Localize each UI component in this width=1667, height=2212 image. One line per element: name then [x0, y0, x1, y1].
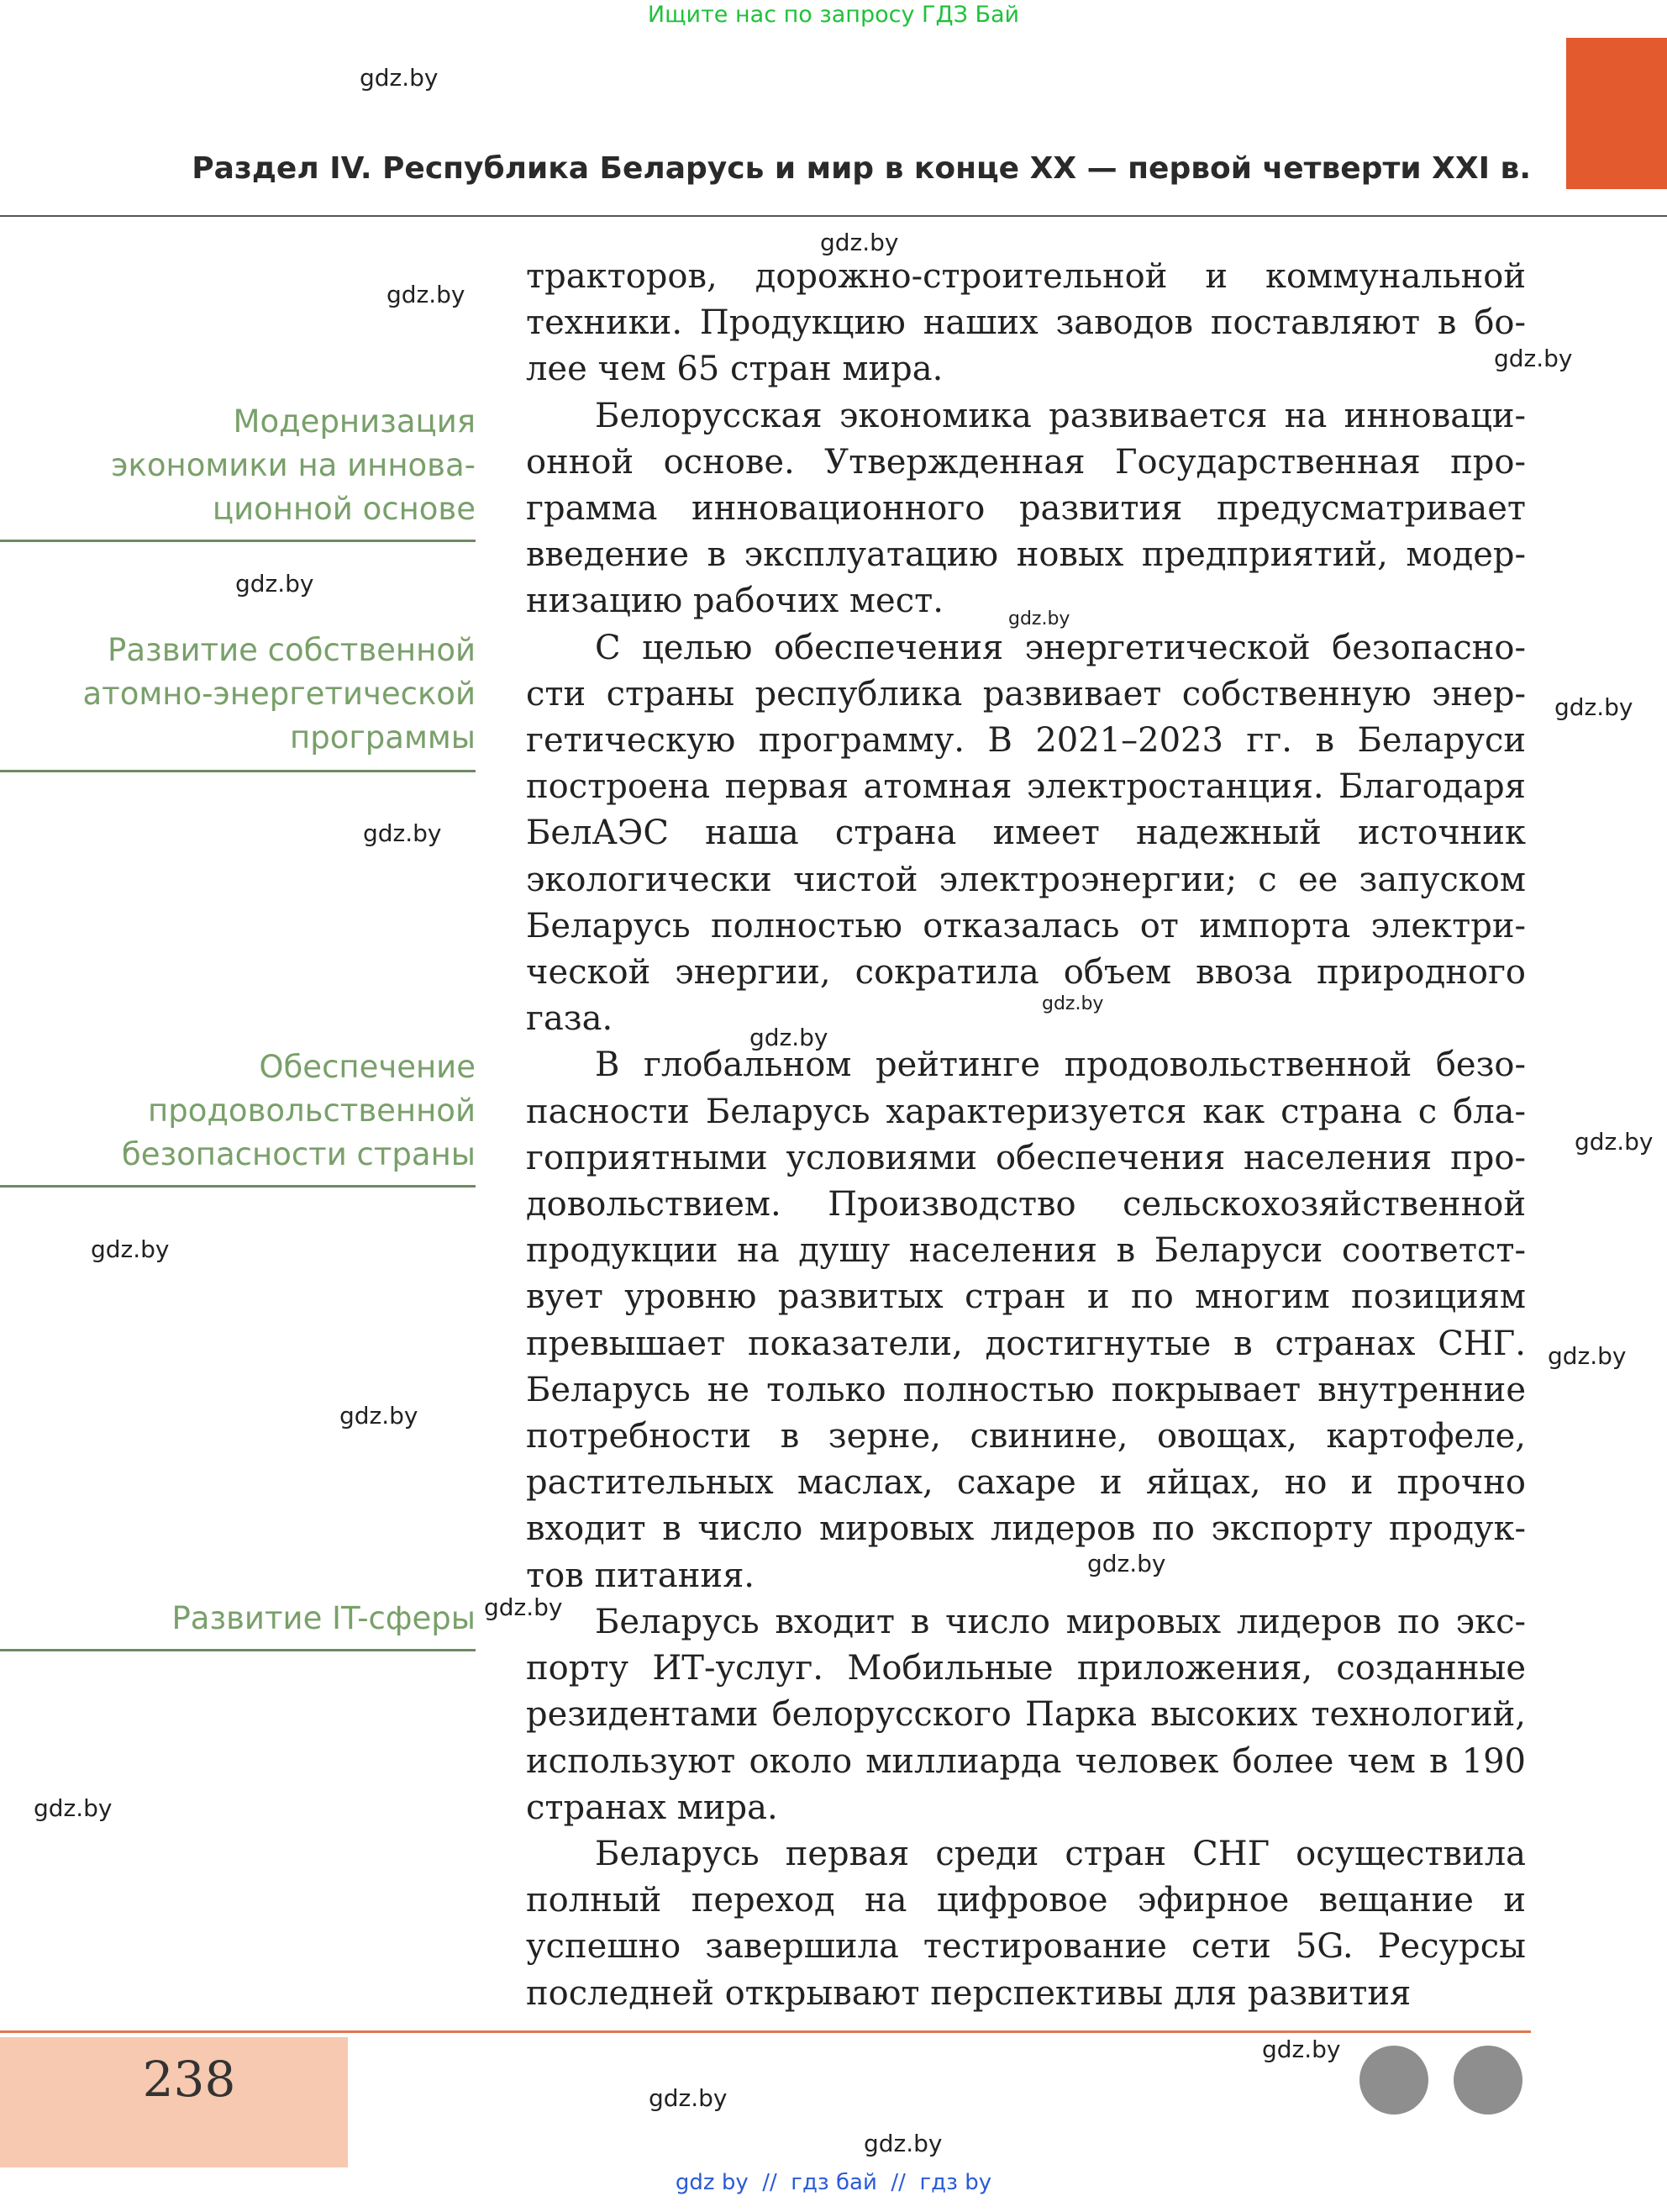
watermark: gdz.by	[1548, 1342, 1627, 1370]
footer-links[interactable]: gdz by // гдз бай // гдз by	[675, 2170, 992, 2195]
watermark: gdz.by	[1554, 693, 1633, 721]
watermark: gdz.by	[360, 64, 439, 92]
watermark: gdz.by	[820, 229, 899, 256]
decorative-dot	[1454, 2046, 1522, 2115]
watermark: gdz.by	[749, 1024, 828, 1051]
watermark: gdz.by	[484, 1593, 563, 1621]
watermark: gdz.by	[1008, 608, 1070, 629]
paragraph: Беларусь входит в число мировых лидеров по экспорту ИТ-услуг. Мобильные приложения, созданные резидентами белорусского Парка высоких технологий, используют около миллиарда человек более чем в 190 странах мира.	[526, 1602, 1526, 1827]
sidebar-heading-it-sphere: Развитие IT-сферы	[171, 1600, 476, 1636]
watermark: gdz.by	[1087, 1550, 1166, 1577]
page-number: 238	[142, 2051, 236, 2108]
watermark: gdz.by	[34, 1794, 113, 1822]
watermark: gdz.by	[387, 281, 465, 308]
sidebar-divider	[0, 1185, 476, 1188]
paragraph: В глобальном рейтинге продовольственной безопасности Беларусь характеризуется как страна с благоприятными условиями обеспечения населения продовольствием. Производство сельскохозяйственной продукции на душу населения в Беларуси соответствует уровню развитых стран и по многим позициям превышает показатели, достигнутые в странах СНГ. Беларусь не только полностью покрывает внутренние потребности в зерне, свинине, овощах, картофеле, растительных маслах, сахаре и яйцах, но и прочно входит в число мировых лидеров по экспорту продуктов питания.	[526, 1045, 1526, 1595]
watermark: gdz.by	[91, 1235, 170, 1263]
paragraph: Белорусская экономика развивается на инновационной основе. Утвержденная Государственная программа инновационного развития предусматривает введение в эксплуатацию новых предприятий, модернизацию рабочих мест.	[526, 396, 1526, 621]
watermark: gdz.by	[864, 2130, 943, 2157]
watermark: gdz.by	[649, 2084, 728, 2112]
watermark: gdz.by	[363, 819, 442, 847]
header-divider	[0, 215, 1667, 217]
footer-divider	[0, 2030, 1531, 2033]
section-color-tab	[1566, 38, 1667, 189]
sidebar-divider	[0, 540, 476, 542]
sidebar-divider	[0, 1649, 476, 1651]
watermark: gdz.by	[1494, 345, 1573, 372]
watermark: gdz.by	[1042, 993, 1104, 1014]
top-banner-link[interactable]: Ищите нас по запросу ГДЗ Бай	[647, 2, 1020, 28]
sidebar-divider	[0, 770, 476, 772]
watermark: gdz.by	[1262, 2036, 1341, 2063]
paragraph: Беларусь первая среди стран СНГ осуществила полный переход на цифровое эфирное вещание и успешно завершила тестирование сети 5G. Ресурсы последней открывают перспективы для развития	[526, 1834, 1526, 2013]
paragraph: тракторов, дорожно-строительной и коммунальной техники. Продукцию наших заводов поставляют в более чем 65 стран мира.	[526, 257, 1526, 389]
watermark: gdz.by	[1575, 1128, 1654, 1156]
page-header-title: Раздел IV. Республика Беларусь и мир в конце XX — первой четверти XXI в.	[192, 151, 1531, 186]
sidebar-heading-nuclear-energy: Развитие собственной атомно-энергетической программы	[82, 632, 476, 756]
sidebar-heading-food-security: Обеспечение продовольственной безопасности страны	[121, 1049, 476, 1172]
watermark: gdz.by	[339, 1402, 418, 1430]
decorative-dot	[1359, 2046, 1428, 2115]
paragraph: С целью обеспечения энергетической безопасности страны республика развивает собственную энергетическую программу. В 2021–2023 гг. в Беларуси построена первая атомная электростанция. Благодаря БелАЭС наша страна имеет надежный источник экологически чистой электроэнергии; с ее запуском Беларусь полностью отказалась от импорта электрической энергии, сократила объем ввоза природного газа.	[526, 628, 1526, 1039]
main-text-column	[526, 254, 1526, 2017]
sidebar-heading-modernization: Модернизация экономики на иннова- ционной основе	[111, 403, 476, 527]
watermark: gdz.by	[235, 570, 314, 598]
